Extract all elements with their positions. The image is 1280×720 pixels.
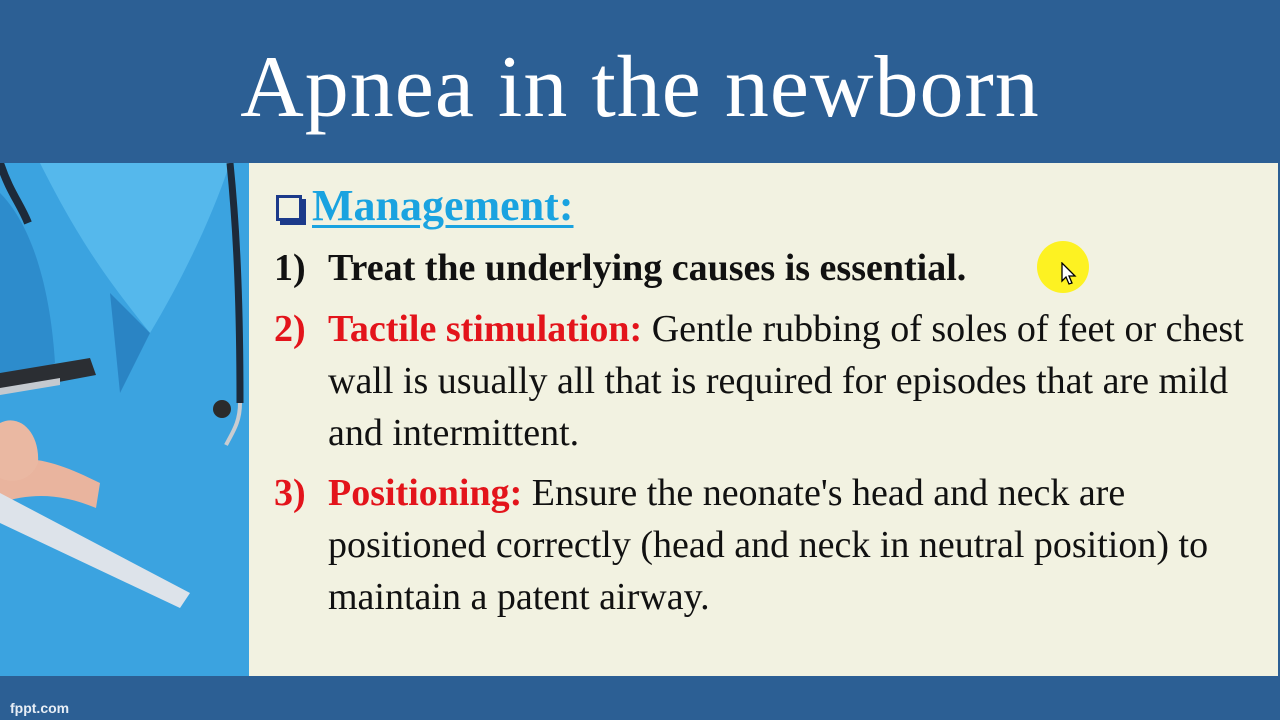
item-3-text: Ensure the neonate's head and neck are positioned correctly (head and neck in neutral position) to maintain a patent airway. [328,472,1209,618]
mouse-pointer-icon [1060,262,1078,286]
nurse-illustration [0,163,249,676]
slide-footer [0,676,1280,720]
checkbox-bullet-icon [276,195,302,221]
item-2-number: 2) [274,308,306,350]
item-1-number: 1) [274,247,306,289]
item-2 [328,303,1264,459]
item-1-text: Treat the underlying causes is essential. [328,247,967,289]
slide-title: Apnea in the newborn [240,39,1040,136]
section-heading-row [276,180,574,232]
item-2-text: Gentle rubbing of soles of feet or chest wall is usually all that is required for episodes that are mild and intermittent. [328,308,1244,454]
item-2-label: Tactile stimulation: [328,308,643,350]
item-3-number: 3) [274,472,306,514]
nurse-photo [0,163,249,676]
footer-logo: fppt.com [10,700,70,716]
section-heading: Management: [312,181,574,230]
item-3 [328,467,1264,623]
item-3-label: Positioning: [328,472,523,514]
